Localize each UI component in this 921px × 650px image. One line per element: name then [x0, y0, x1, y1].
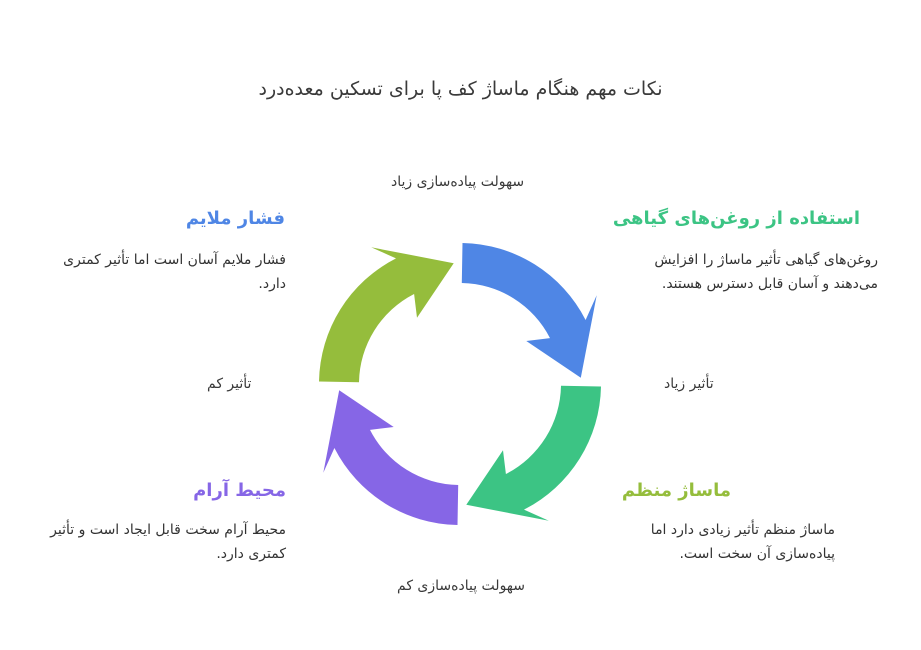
axis-label-bottom: سهولت پیاده‌سازی کم [397, 578, 525, 594]
quadrant-desc-bottom-left: محیط آرام سخت قابل ایجاد است و تأثیر کمتری دارد. [50, 522, 286, 562]
quadrant-title-top-left: فشار ملایم [185, 208, 285, 229]
quadrant-title-bottom-left: محیط آرام [193, 480, 286, 501]
axis-label-top: سهولت پیاده‌سازی زیاد [391, 174, 525, 190]
quadrant-title-top-right: استفاده از روغن‌های گیاهی [612, 208, 860, 229]
quadrant-title-bottom-right: ماساژ منظم [621, 480, 731, 501]
axis-label-left: تأثیر کم [207, 376, 252, 392]
quadrant-desc-bottom-right: ماساژ منظم تأثیر زیادی دارد اما پیاده‌سازی آن سخت است. [650, 522, 835, 562]
ring-segment-bottom-left [323, 390, 458, 525]
axis-label-right: تأثیر زیاد [664, 376, 714, 392]
quadrant-desc-top-left: فشار ملایم آسان است اما تأثیر کمتری دارد. [63, 252, 286, 292]
diagram-title: نکات مهم هنگام ماساژ کف پا برای تسکین معده‌درد [258, 78, 663, 100]
ring-segment-bottom-right [466, 386, 601, 521]
ring-segment-top-left [319, 247, 454, 382]
quadrant-desc-top-right: روغن‌های گیاهی تأثیر ماساژ را افزایش می‌دهند و آسان قابل دسترس هستند. [654, 252, 878, 292]
ring-segment-top-right [462, 243, 597, 378]
